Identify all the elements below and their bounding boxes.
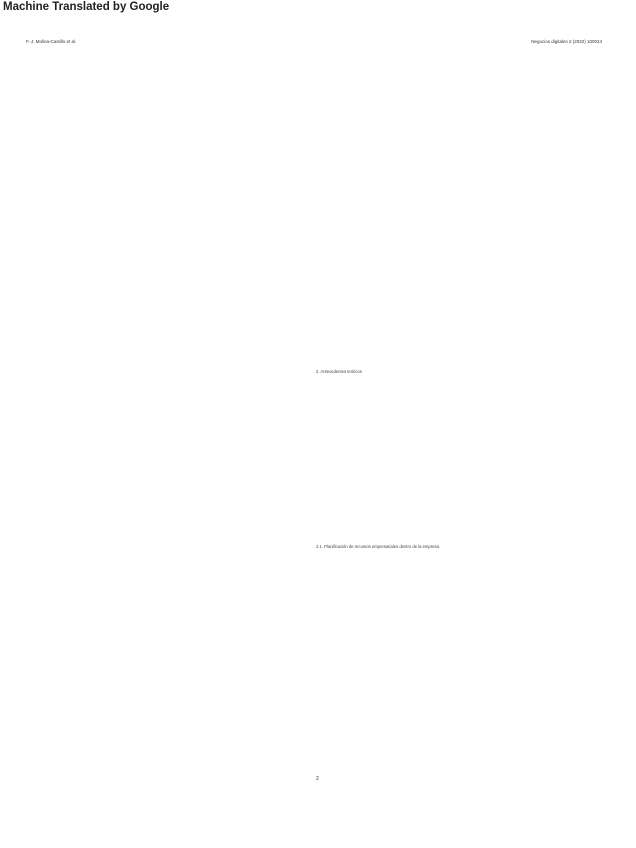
right-column (316, 50, 606, 761)
machine-translated-banner: Machine Translated by Google (3, 1, 170, 13)
right-column-body-text-upper (316, 50, 606, 368)
left-column (32, 50, 322, 570)
section-heading: 2. Antecedentes teóricos (316, 369, 362, 374)
subsection-heading: 2.1. Planificación de recursos empresariales dentro de la empresa. (316, 544, 441, 550)
running-header-authors: F.-J. Molina-Castillo et al. (26, 39, 77, 44)
left-column-body-text (32, 50, 322, 570)
right-column-body-text-lower (316, 551, 606, 761)
right-column-body-text-middle (316, 375, 606, 543)
page-number: 2 (316, 776, 319, 782)
running-header-journal: Negocios digitales 2 (2022) 100024 (531, 39, 602, 44)
